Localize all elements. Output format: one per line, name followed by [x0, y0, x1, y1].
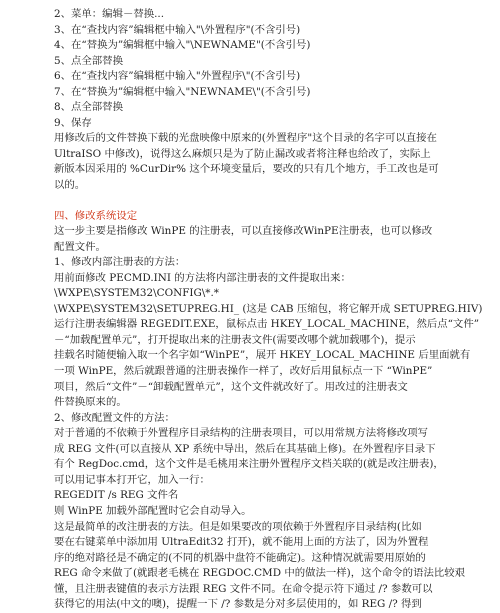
paragraph-line: 这是最简单的改注册表的方法。但是如果要改的项依赖于外置程序目录结构(比如: [54, 520, 422, 533]
paragraph-line: 要在右键菜单中添加用 UltraEdit32 打开)，就不能用上面的方法了，因为外置程: [54, 536, 429, 549]
paragraph-line: 有个 RegDoc.cmd，这个文件是毛桃用来注册外置程序文档关联的(就是改注册表)，: [54, 458, 444, 471]
paragraph-line: 用前面修改 PECMD.INI 的方法将内部注册表的文件提取出来：: [54, 271, 351, 284]
path-line: \WXPE\SYSTEM32\CONFIG\*.*: [54, 287, 219, 300]
paragraph-line: 获得它的用法(中文的噢)，提醒一下 /? 参数是分对多层使用的，如 REG /? 得到: [54, 598, 422, 611]
paragraph-line: 新版本因采用的 %CurDir% 这个环境变量后，要改的只有几个地方，手工改也是可: [54, 163, 439, 176]
paragraph-line: 运行注册表编辑器 REGEDIT.EXE，鼠标点击 HKEY_LOCAL_MACHINE，然后点“文件”: [54, 318, 480, 331]
step-line: 9、保存: [54, 116, 92, 129]
step-line: 3、在“查找内容”编辑框中输入"\外置程序"(不含引号): [54, 23, 301, 36]
paragraph-gap: [54, 194, 490, 209]
step-line: 7、在“替换为”编辑框中输入"NEWNAME\"(不含引号): [54, 85, 311, 98]
subheading-line: 1、修改内部注册表的方法：: [54, 256, 186, 269]
paragraph-line: 以的。: [54, 179, 86, 192]
paragraph-line: 一项 WinPE，然后就跟普通的注册表操作一样了，改好后用鼠标点一下 “WinPE”: [54, 365, 433, 378]
paragraph-line: 序的绝对路径是不确定的(不同的机器中盘符不能确定)。这种情况就需要用原始的: [54, 551, 426, 564]
step-line: 6、在“查找内容”编辑框中输入"外置程序\"(不含引号): [54, 70, 301, 83]
step-line: 8、点全部替换: [54, 101, 123, 114]
paragraph-line: 配置文件。: [54, 240, 106, 253]
paragraph-line: 用修改后的文件替换下载的光盘映像中原来的(外置程序"这个目录的名字可以直接在: [54, 132, 437, 145]
step-line: 2、菜单：编辑－替换...: [54, 8, 165, 20]
paragraph-line: 对于普通的不依赖于外置程序目录结构的注册表项目，可以用常规方法将修改项写: [54, 427, 429, 440]
paragraph-line: 可以用记事本打开它，加入一行：: [54, 473, 210, 486]
paragraph-line: 懂，且注册表键值的表示方法跟 REG 文件不同。在命令提示符下通过 /? 参数可以: [54, 582, 433, 595]
path-line: \WXPE\SYSTEM32\SETUPREG.HI_ (这是 CAB 压缩包，将它解开成 SETUPREG.HIV): [54, 302, 483, 315]
body-block: [54, 224, 490, 613]
command-line: REGEDIT /s REG 文件名: [54, 489, 179, 502]
subheading-line: 2、修改配置文件的方法：: [54, 411, 175, 424]
paragraph-line: UltraISO 中修改)，说得这么麻烦只是为了防止漏改或者将注释也给改了，实际上: [54, 147, 431, 160]
paragraph-line: 件替换原来的。: [54, 396, 127, 409]
section-heading: 四、修改系统设定: [54, 209, 138, 222]
paragraph-line: 则 WinPE 加载外部配置时它会自动导入。: [54, 504, 252, 517]
paragraph-line: 项目，然后“文件”－“卸载配置单元”，这个文件就改好了。用改过的注册表文: [54, 380, 408, 393]
paragraph-line: 这一步主要是指修改 WinPE 的注册表，可以直接修改WinPE注册表，也可以修改: [54, 225, 433, 238]
step-line: 5、点全部替换: [54, 54, 123, 67]
paragraph-line: 成 REG 文件(可以直接从 XP 系统中导出，然后在其基础上修)。在外置程序目录下: [54, 442, 436, 455]
paragraph-line: REG 命令来做了(就跟老毛桃在 REGDOC.CMD 中的做法一样)，这个命令的语法比较艰: [54, 567, 466, 580]
paragraph-line: －“加载配置单元”，打开提取出来的注册表文件(需要改哪个就加载哪个)，提示: [54, 333, 416, 346]
steps-block: [54, 7, 490, 194]
step-line: 4、在“替换为”编辑框中输入"\NEWNAME"(不含引号): [54, 39, 311, 52]
paragraph-line: 挂载名时随便输入取一个名字如“WinPE”，展开 HKEY_LOCAL_MACHINE 后里面就有: [54, 349, 471, 362]
